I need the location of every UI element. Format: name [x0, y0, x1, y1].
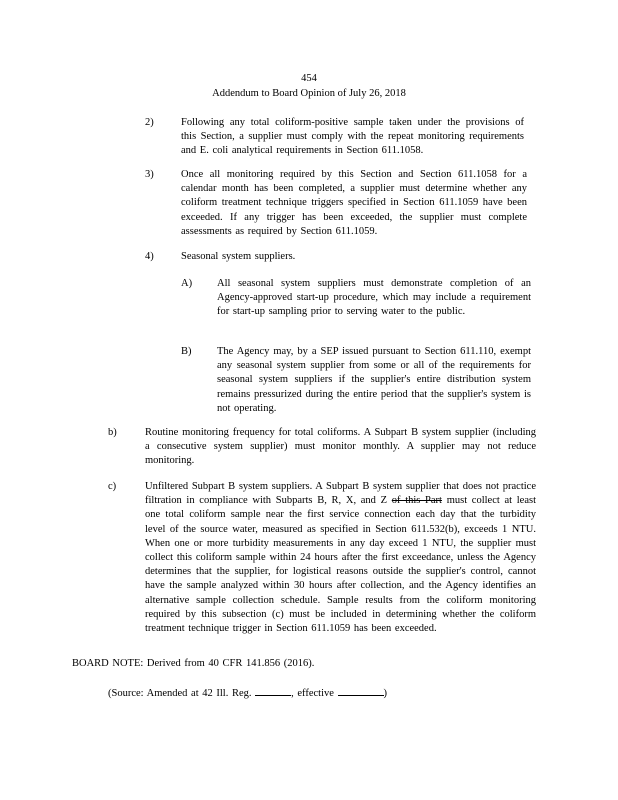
- item-b-marker: b): [108, 427, 117, 438]
- item-3-text: [181, 168, 527, 239]
- reg-blank: [255, 685, 291, 696]
- item-3-body: Once all monitoring required by this Section and Section 611.1058 for a calendar month has been completed, a supplier must determine whether any coliform treatment technique triggers specified in Section 611.1059 have been exceeded. If any trigger has been exceeded, the supplier must complete assessments as required by Section 611.1059.: [181, 169, 527, 237]
- item-B-body: The Agency may, by a SEP issued pursuant to Section 611.110, exempt any seasonal system supplier from some or all of the requirements for seasonal system suppliers if the supplier's entire distribution system remains pressurized during the entire period that the supplier's system is not operating.: [217, 346, 531, 414]
- source-line: [108, 685, 528, 701]
- source-suffix: ): [383, 688, 388, 699]
- item-b-body: Routine monitoring frequency for total coliforms. A Subpart B system supplier (including a consecutive system supplier) must monitor monthly. A supplier may not reduce monitoring.: [145, 427, 536, 467]
- source-text: [108, 685, 528, 701]
- item-c-text: [145, 480, 536, 636]
- item-A-body: All seasonal system suppliers must demonstrate completion of an Agency-approved start-up procedure, which may include a requirement for start-up sampling prior to serving water to the public.: [217, 278, 531, 318]
- item-2-text: [181, 116, 524, 159]
- source-middle: , effective: [291, 688, 334, 699]
- item-B-marker: B): [181, 346, 192, 357]
- date-blank: [338, 685, 384, 696]
- item-2-body: Following any total coliform-positive sample taken under the provisions of this Section, a supplier must comply with the repeat monitoring requirements and E. coli analytical requirements in Section 611.1058.: [181, 117, 524, 157]
- item-2-marker: 2): [145, 117, 154, 128]
- item-b-text: [145, 426, 536, 469]
- item-c-text-before: Unfiltered Subpart B system suppliers. A Subpart B system supplier that does not practice filtration in compliance with Subparts B, R, X, and Z: [145, 481, 536, 507]
- item-4-body: Seasonal system suppliers.: [181, 251, 296, 262]
- item-3-marker: 3): [145, 169, 154, 180]
- item-4-marker: 4): [145, 251, 154, 262]
- item-A-text: [217, 277, 531, 320]
- page-number: 454: [301, 73, 317, 84]
- page-subtitle: Addendum to Board Opinion of July 26, 2018: [212, 88, 406, 99]
- item-c-text-after: must collect at least one total coliform sample near the first service connection each day that the turbidity level of the source water, measured as specified in Section 611.532(b), exceeds 1 NTU. When one or more turbidity measurements in any day exceed 1 NTU, the supplier must collect this coliform sample within 24 hours after the first exceedance, unless the Agency determines that the supplier, for logistical reasons outside the supplier's control, cannot have the sample analyzed within 30 hours after collection, and the Agency identifies an alternative sample collection schedule. Sample results from the coliform monitoring required by this subsection (c) must be included in determining whether the coliform treatment technique trigger in Section 611.1059 has been exceeded.: [145, 495, 537, 635]
- source-prefix: (Source: Amended at 42 Ill. Reg.: [108, 688, 252, 699]
- item-B-text: [217, 345, 531, 416]
- item-c-body: [145, 480, 536, 636]
- struck-text: of this Part: [391, 495, 442, 507]
- item-A-marker: A): [181, 278, 193, 289]
- item-c-marker: c): [108, 481, 117, 492]
- board-note: [72, 657, 492, 671]
- item-4-text: [181, 250, 527, 264]
- board-note-text: BOARD NOTE: Derived from 40 CFR 141.856 (2016).: [72, 658, 315, 669]
